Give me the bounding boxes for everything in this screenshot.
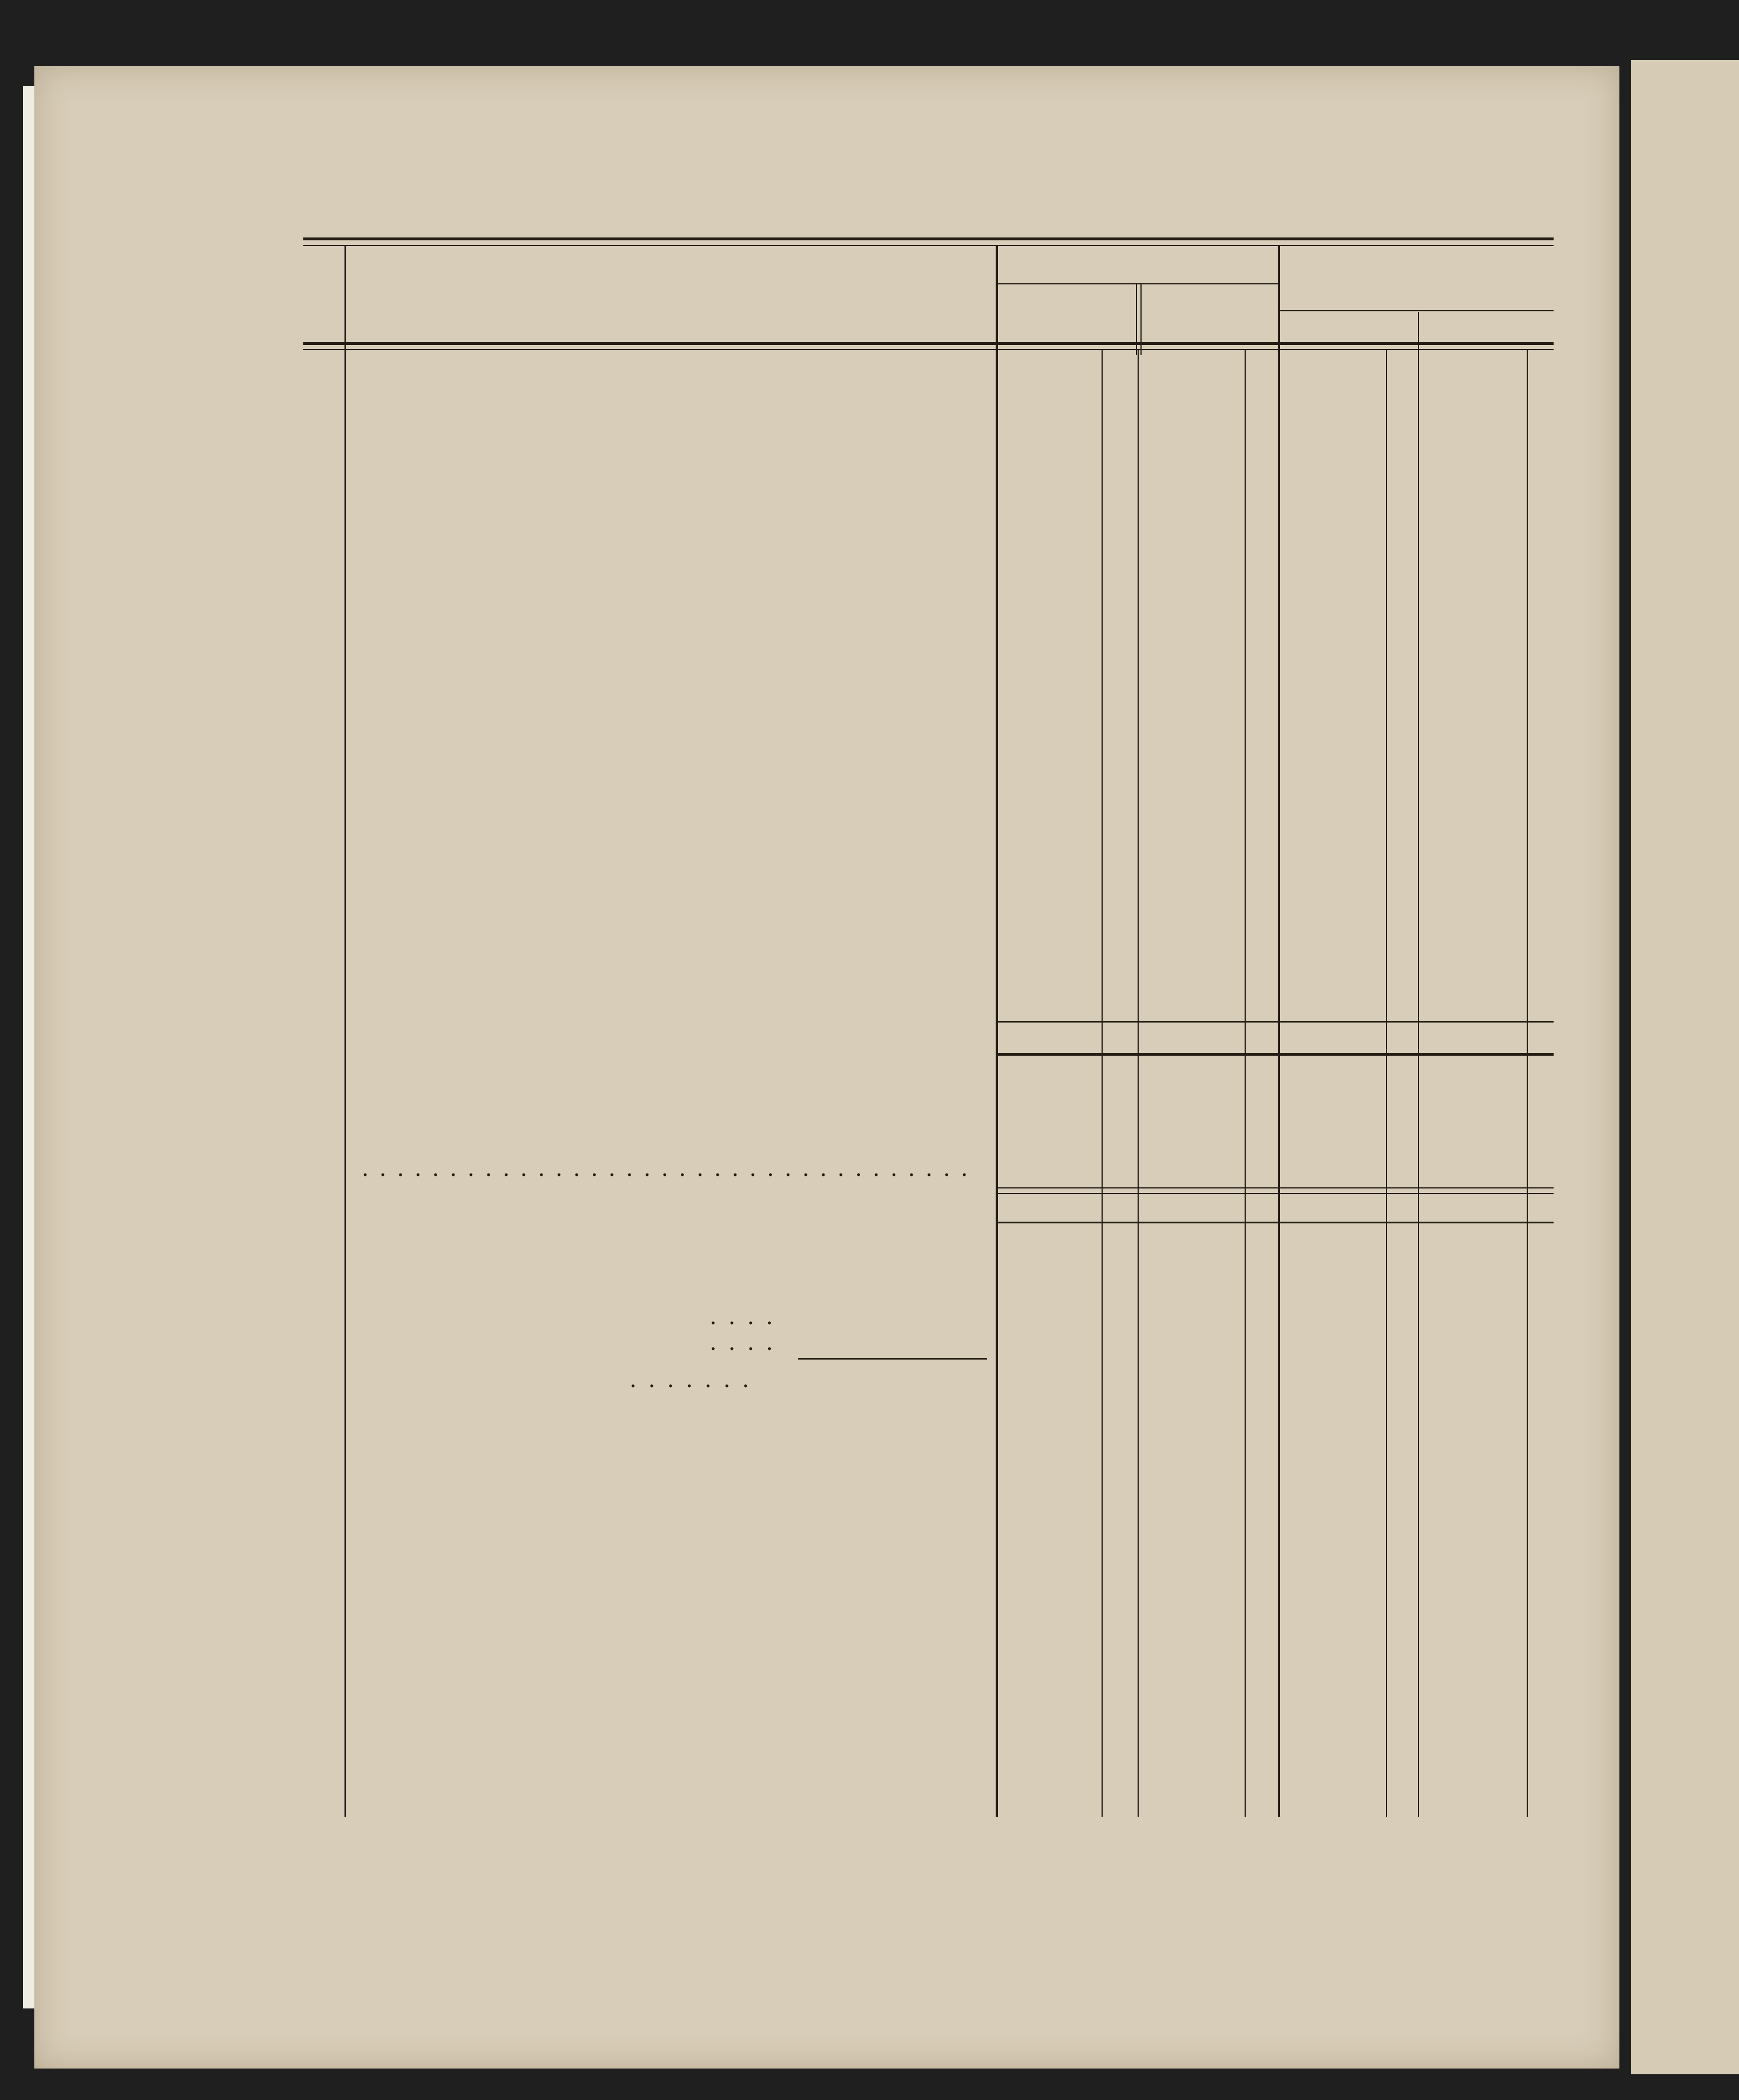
abschluss-dots: . . . .: [710, 1330, 775, 1356]
abschluss-dots: . . . .: [710, 1304, 775, 1330]
abschluss-rule: [798, 1358, 987, 1360]
abschluss-dots: . . . . . . .: [629, 1367, 752, 1393]
description-line: [362, 1156, 985, 1182]
facing-page: [1631, 60, 1739, 2074]
page: [34, 66, 1619, 2069]
row-description: [362, 1156, 985, 1182]
